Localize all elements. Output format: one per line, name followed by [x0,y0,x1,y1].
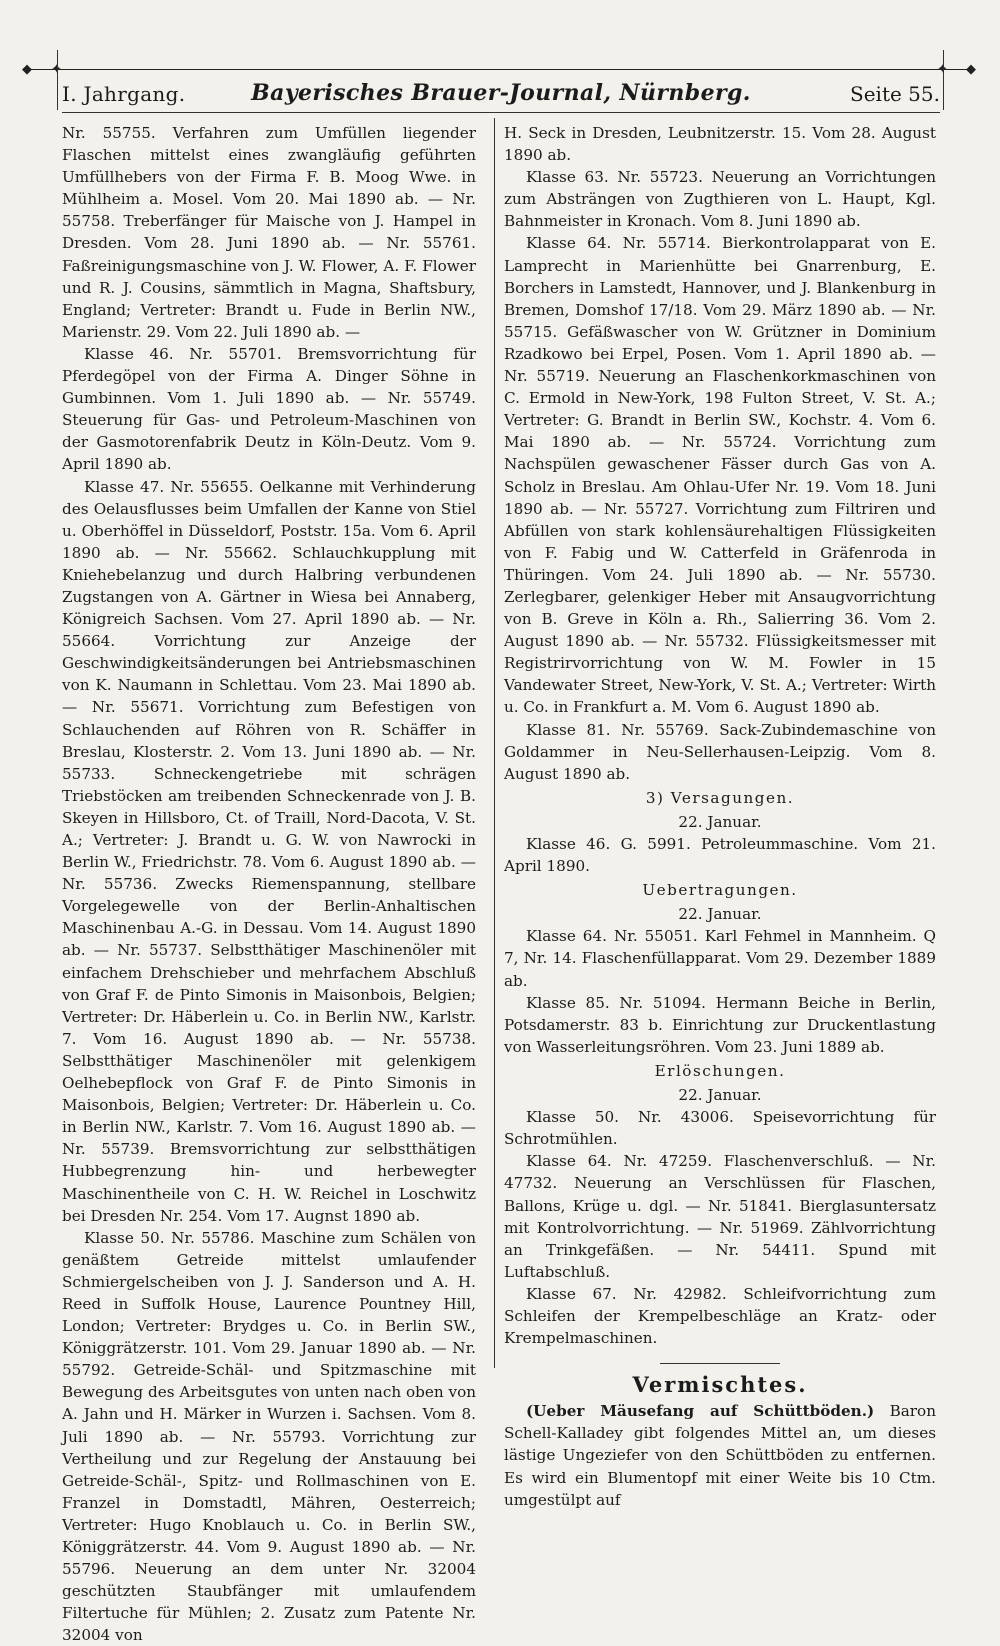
section-heading-erloeschungen: Erlöschungen. [654,1061,786,1080]
volume-label: I. Jahrgang. [62,82,186,106]
ornament-left-icon: ◆ [22,62,32,77]
ornament-right-inner-icon: ✦ [937,62,948,77]
article-text: Baron Schell-Kalladey gibt folgendes Mittel an, um dieses lästige Ungeziefer von den Schüttböden zu entfernen. Es wird ein Blumentopf mit einer Weite bis 10 Ctm. umgestülpt auf [504,1402,936,1509]
ornament-right-icon: ◆ [966,62,976,77]
left-frame-line [57,50,58,110]
section-date: 22. Januar. [678,1086,762,1105]
section-heading-uebertragungen: Uebertragungen. [642,881,798,900]
ornament-left-inner-icon: ✦ [51,62,62,77]
patent-entry: Klasse 50. Nr. 55786. Maschine zum Schälen von genäßtem Getreide mittelst umlaufender Schmiergelscheiben von J. J. Sanderson und A. H. Reed in Suffolk House, Laurence Pountney Hill, London; Vertreter: Brydges u. Co. in Berlin SW., Königgrätzerstr. 101. Vom 29. Januar 1890 ab. — Nr. 55792. Getreide-Schäl- und Spitzmaschine mit Bewegung des Arbeitsgutes von unten nach oben von A. Jahn und H. Märker in Wurzen i. Sachsen. Vom 8. Juli 1890 ab. — Nr. 55793. Vorrichtung zur Vertheilung und zur Regelung der Anstauung bei Getreide-Schäl-, Spitz- und Rollmaschinen von E. Franzel in Domstadtl, Mähren, Oesterreich; Vertreter: Hugo Knoblauch u. Co. in Berlin SW., Königgrätzerstr. 44. Vom 9. August 1890 ab. — Nr. 55796. Neuerung an dem unter Nr. 32004 geschützten Staubfänger mit umlaufendem Filtertuche für Mühlen; 2. Zusatz zum Patente Nr. 32004 von [62,1228,476,1645]
left-column [62,122,476,1646]
patent-entry: Klasse 64. Nr. 55051. Karl Fehmel in Mannheim. Q 7, Nr. 14. Flaschenfüllapparat. Vom 29. Dezember 1889 ab. [504,927,936,990]
page-number: Seite 55. [850,82,940,106]
patent-entry: Klasse 64. Nr. 55714. Bierkontrolapparat von E. Lamprecht in Marienhütte bei Gnarrenburg, E. Borchers in Lamstedt, Hannover, und J. Blankenburg in Bremen, Domshof 17/18. Vom 29. März 1890 ab. — Nr. 55715. Gefäßwascher von W. Grützner in Dominium Rzadkowo bei Erpel, Posen. Vom 1. April 1890 ab. — Nr. 55719. Neuerung an Flaschenkorkmaschinen von C. Ermold in New-York, 198 Fulton Street, V. St. A.; Vertreter: G. Brandt in Berlin SW., Kochstr. 4. Vom 6. Mai 1890 ab. — Nr. 55724. Vorrichtung zum Nachspülen gewaschener Fässer durch Gas von A. Scholz in Breslau. Am Ohlau-Ufer Nr. 19. Vom 18. Juni 1890 ab. — Nr. 55727. Vorrichtung zum Filtriren und Abfüllen von stark kohlensäurehaltigen Flüssigkeiten von F. Fabig und W. Catterfeld in Gräfenroda in Thüringen. Vom 24. Juli 1890 ab. — Nr. 55730. Zerlegbarer, gelenkiger Heber mit Ansaugvorrichtung von B. Greve in Köln a. Rh., Salierring 36. Vom 2. August 1890 ab. — Nr. 55732. Flüssigkeitsmesser mit Registrirvorrichtung von W. M. Fowler in 15 Vandewater Street, New-York, V. St. A.; Vertreter: Wirth u. Co. in Frankfurt a. M. Vom 6. August 1890 ab. [504,234,936,717]
patent-entry: H. Seck in Dresden, Leubnitzerstr. 15. Vom 28. August 1890 ab. [504,124,936,165]
journal-title: Bayerisches Brauer-Journal, Nürnberg. [251,80,751,106]
page-header [62,80,940,110]
right-column [504,122,936,1511]
patent-entry: Klasse 46. G. 5991. Petroleummaschine. Vom 21. April 1890. [504,835,936,876]
patent-entry: Klasse 46. Nr. 55701. Bremsvorrichtung für Pferdegöpel von der Firma A. Dinger Söhne in Gumbinnen. Vom 1. Juli 1890 ab. — Nr. 55749. Steuerung für Gas- und Petroleum-Maschinen von der Gasmotorenfabrik Deutz in Köln-Deutz. Vom 9. April 1890 ab. [62,344,476,474]
section-date: 22. Januar. [678,812,762,831]
patent-entry: Klasse 50. Nr. 43006. Speisevorrichtung für Schrotmühlen. [504,1108,936,1149]
column-separator [494,118,495,1368]
patent-entry: Klasse 85. Nr. 51094. Hermann Beiche in Berlin, Potsdamerstr. 83 b. Einrichtung zur Druckentlastung von Wasserleitungsröhren. Vom 23. Juni 1889 ab. [504,993,936,1056]
section-date: 22. Januar. [678,905,762,924]
patent-entry: Klasse 64. Nr. 47259. Flaschenverschluß. — Nr. 47732. Neuerung an Verschlüssen für Flaschen, Ballons, Krüge u. dgl. — Nr. 51841. Bierglasuntersatz mit Kontrolvorrichtung. — Nr. 51969. Zählvorrichtung an Trinkgefäßen. — Nr. 54411. Spund mit Luftabschluß. [504,1152,936,1281]
patent-entry: Klasse 63. Nr. 55723. Neuerung an Vorrichtungen zum Absträngen von Zugthieren von L. Haupt, Kgl. Bahnmeister in Kronach. Vom 8. Juni 1890 ab. [504,168,936,231]
top-rule [28,69,972,70]
section-heading-versagungen: 3) Versagungen. [645,788,795,807]
section-divider [660,1363,780,1364]
patent-entry: Klasse 67. Nr. 42982. Schleifvorrichtung zum Schleifen der Krempelbeschläge an Kratz- oder Krempelmaschinen. [504,1284,936,1348]
article-lead: (Ueber Mäusefang auf Schüttböden.) [526,1402,875,1421]
right-frame-line [943,50,944,110]
patent-entry: Klasse 81. Nr. 55769. Sack-Zubindemaschine von Goldammer in Neu-Sellerhausen-Leipzig. Vom 8. August 1890 ab. [504,720,936,783]
patent-entry: Nr. 55755. Verfahren zum Umfüllen liegender Flaschen mittelst eines zwangläufig geführten Umfüllhebers von der Firma F. B. Moog Wwe. in Mühlheim a. Mosel. Vom 20. Mai 1890 ab. — Nr. 55758. Treberfänger für Maische von J. Hampel in Dresden. Vom 28. Juni 1890 ab. — Nr. 55761. Faßreinigungsmaschine von J. W. Flower, A. F. Flower und R. J. Cousins, sämmtlich in Magna, Shaftsbury, England; Vertreter: Brandt u. Fude in Berlin NW., Marienstr. 29. Vom 22. Juli 1890 ab. — [62,124,476,341]
patent-entry: Klasse 47. Nr. 55655. Oelkanne mit Verhinderung des Oelausflusses beim Umfallen der Kanne von Stiel u. Oberhöffel in Düsseldorf, Poststr. 15a. Vom 6. April 1890 ab. — Nr. 55662. Schlauchkupplung mit Kniehebelanzug und durch Halbring verbundenen Zugstangen von A. Gärtner in Wiesa bei Annaberg, Königreich Sachsen. Vom 27. April 1890 ab. — Nr. 55664. Vorrichtung zur Anzeige der Geschwindigkeitsänderungen bei Antriebsmaschinen von K. Naumann in Schlettau. Vom 23. Mai 1890 ab. — Nr. 55671. Vorrichtung zum Befestigen von Schlauchenden auf Röhren von R. Schäffer in Breslau, Klosterstr. 2. Vom 13. Juni 1890 ab. — Nr. 55733. Schneckengetriebe mit schrägen Triebstöcken am treibenden Schneckenrade von J. B. Skeyen in Hillsboro, Ct. of Traill, Nord-Dacota, V. St. A.; Vertreter: J. Brandt u. G. W. von Nawrocki in Berlin W., Friedrichstr. 78. Vom 6. August 1890 ab. — Nr. 55736. Zwecks Riemenspannung, stellbare Vorgelegewelle von der Berlin-Anhaltischen Maschinenbau A.-G. in Dessau. Vom 14. August 1890 ab. — Nr. 55737. Selbstthätiger Maschinenöler mit einfachem Drehschieber und mehrfachem Abschluß von Graf F. de Pinto Simonis in Maisonbois, Belgien; Vertreter: Dr. Häberlein u. Co. in Berlin NW., Karlstr. 7. Vom 16. August 1890 ab. — Nr. 55738. Selbstthätiger Maschinenöler mit gelenkigem Oelhebepflock von Graf F. de Pinto Simonis in Maisonbois, Belgien; Vertreter: Dr. Häberlein u. Co. in Berlin NW., Karlstr. 7. Vom 16. August 1890 ab. — Nr. 55739. Bremsvorrichtung zur selbstthätigen Hubbegrenzung hin- und herbewegter Maschinentheile von C. H. W. Reichel in Loschwitz bei Dresden Nr. 254. Vom 17. Augnst 1890 ab. [62,477,476,1225]
section-heading-vermischtes: Vermischtes. [632,1372,808,1398]
header-rule [62,112,940,113]
article-paragraph [504,1400,936,1510]
